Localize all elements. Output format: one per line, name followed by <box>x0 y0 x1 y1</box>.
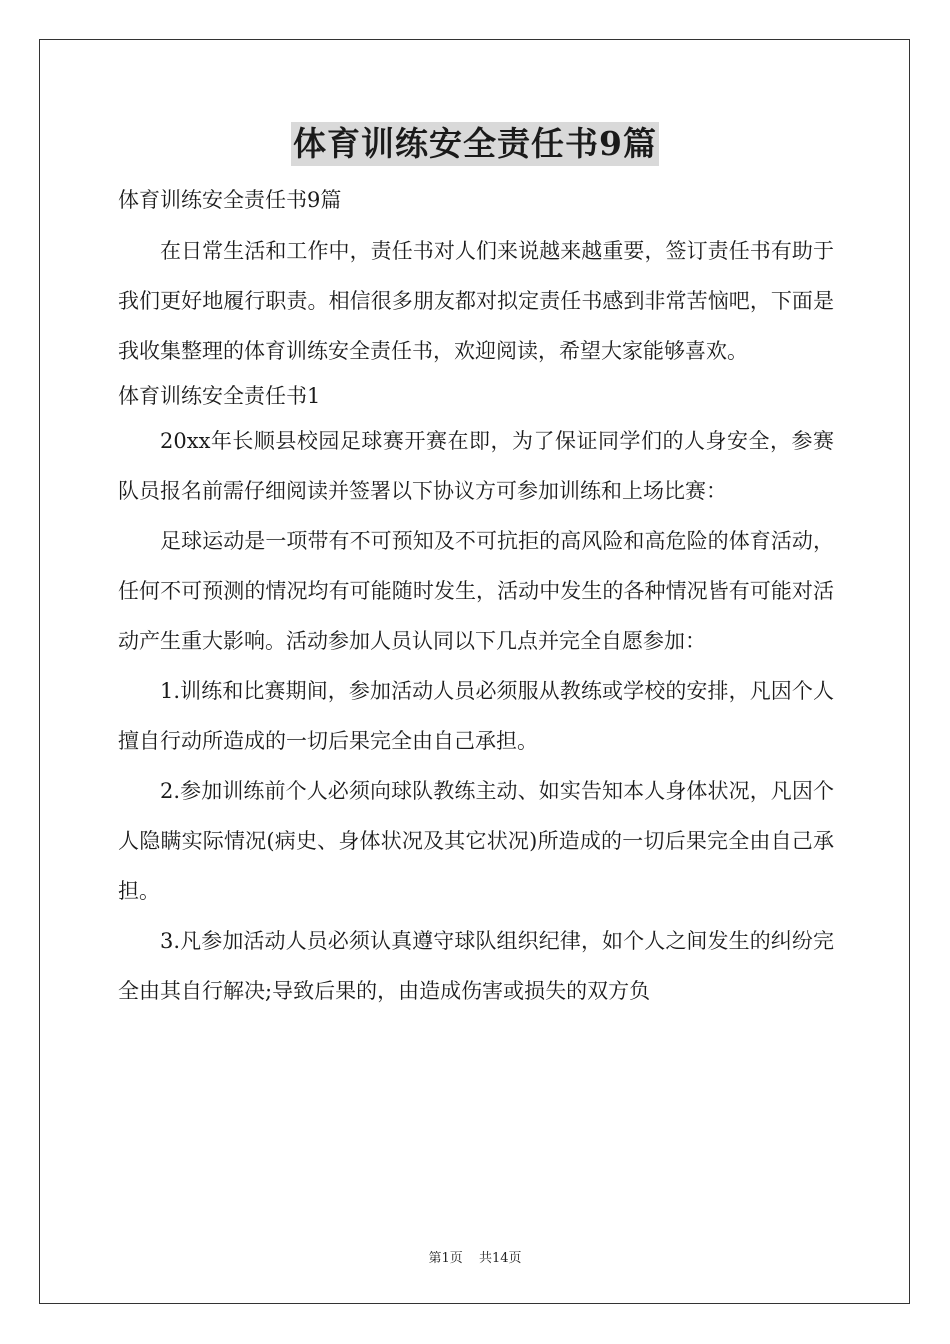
body-paragraph: 3.凡参加活动人员必须认真遵守球队组织纪律，如个人之间发生的纠纷完全由其自行解决;导致后果的，由造成伤害或损失的双方负 <box>118 929 834 1003</box>
body-paragraph: 20xx年长顺县校园足球赛开赛在即，为了保证同学们的人身安全，参赛队员报名前需仔细阅读并签署以下协议方可参加训练和上场比赛： <box>118 429 834 503</box>
document-body <box>118 180 834 1016</box>
page-total: 共14页 <box>478 1251 522 1266</box>
document-title: 体育训练安全责任书9篇 <box>291 122 659 166</box>
page-footer <box>0 1247 950 1266</box>
body-paragraph: 足球运动是一项带有不可预知及不可抗拒的高风险和高危险的体育活动，任何不可预测的情况均有可能随时发生，活动中发生的各种情况皆有可能对活动产生重大影响。活动参加人员认同以下几点并完全自愿参加： <box>118 529 834 653</box>
section-title: 体育训练安全责任书1 <box>118 384 321 408</box>
intro-paragraph: 在日常生活和工作中，责任书对人们来说越来越重要，签订责任书有助于我们更好地履行职责。相信很多朋友都对拟定责任书感到非常苦恼吧，下面是我收集整理的体育训练安全责任书，欢迎阅读，希望大家能够喜欢。 <box>118 239 834 363</box>
body-paragraph: 1.训练和比赛期间，参加活动人员必须服从教练或学校的安排，凡因个人擅自行动所造成的一切后果完全由自己承担。 <box>118 679 834 753</box>
body-paragraph: 2.参加训练前个人必须向球队教练主动、如实告知本人身体状况，凡因个人隐瞒实际情况(病史、身体状况及其它状况)所造成的一切后果完全由自己承担。 <box>118 779 834 903</box>
page-number: 第1页 <box>428 1251 463 1266</box>
title-area <box>0 122 950 166</box>
document-heading: 体育训练安全责任书9篇 <box>118 188 342 212</box>
